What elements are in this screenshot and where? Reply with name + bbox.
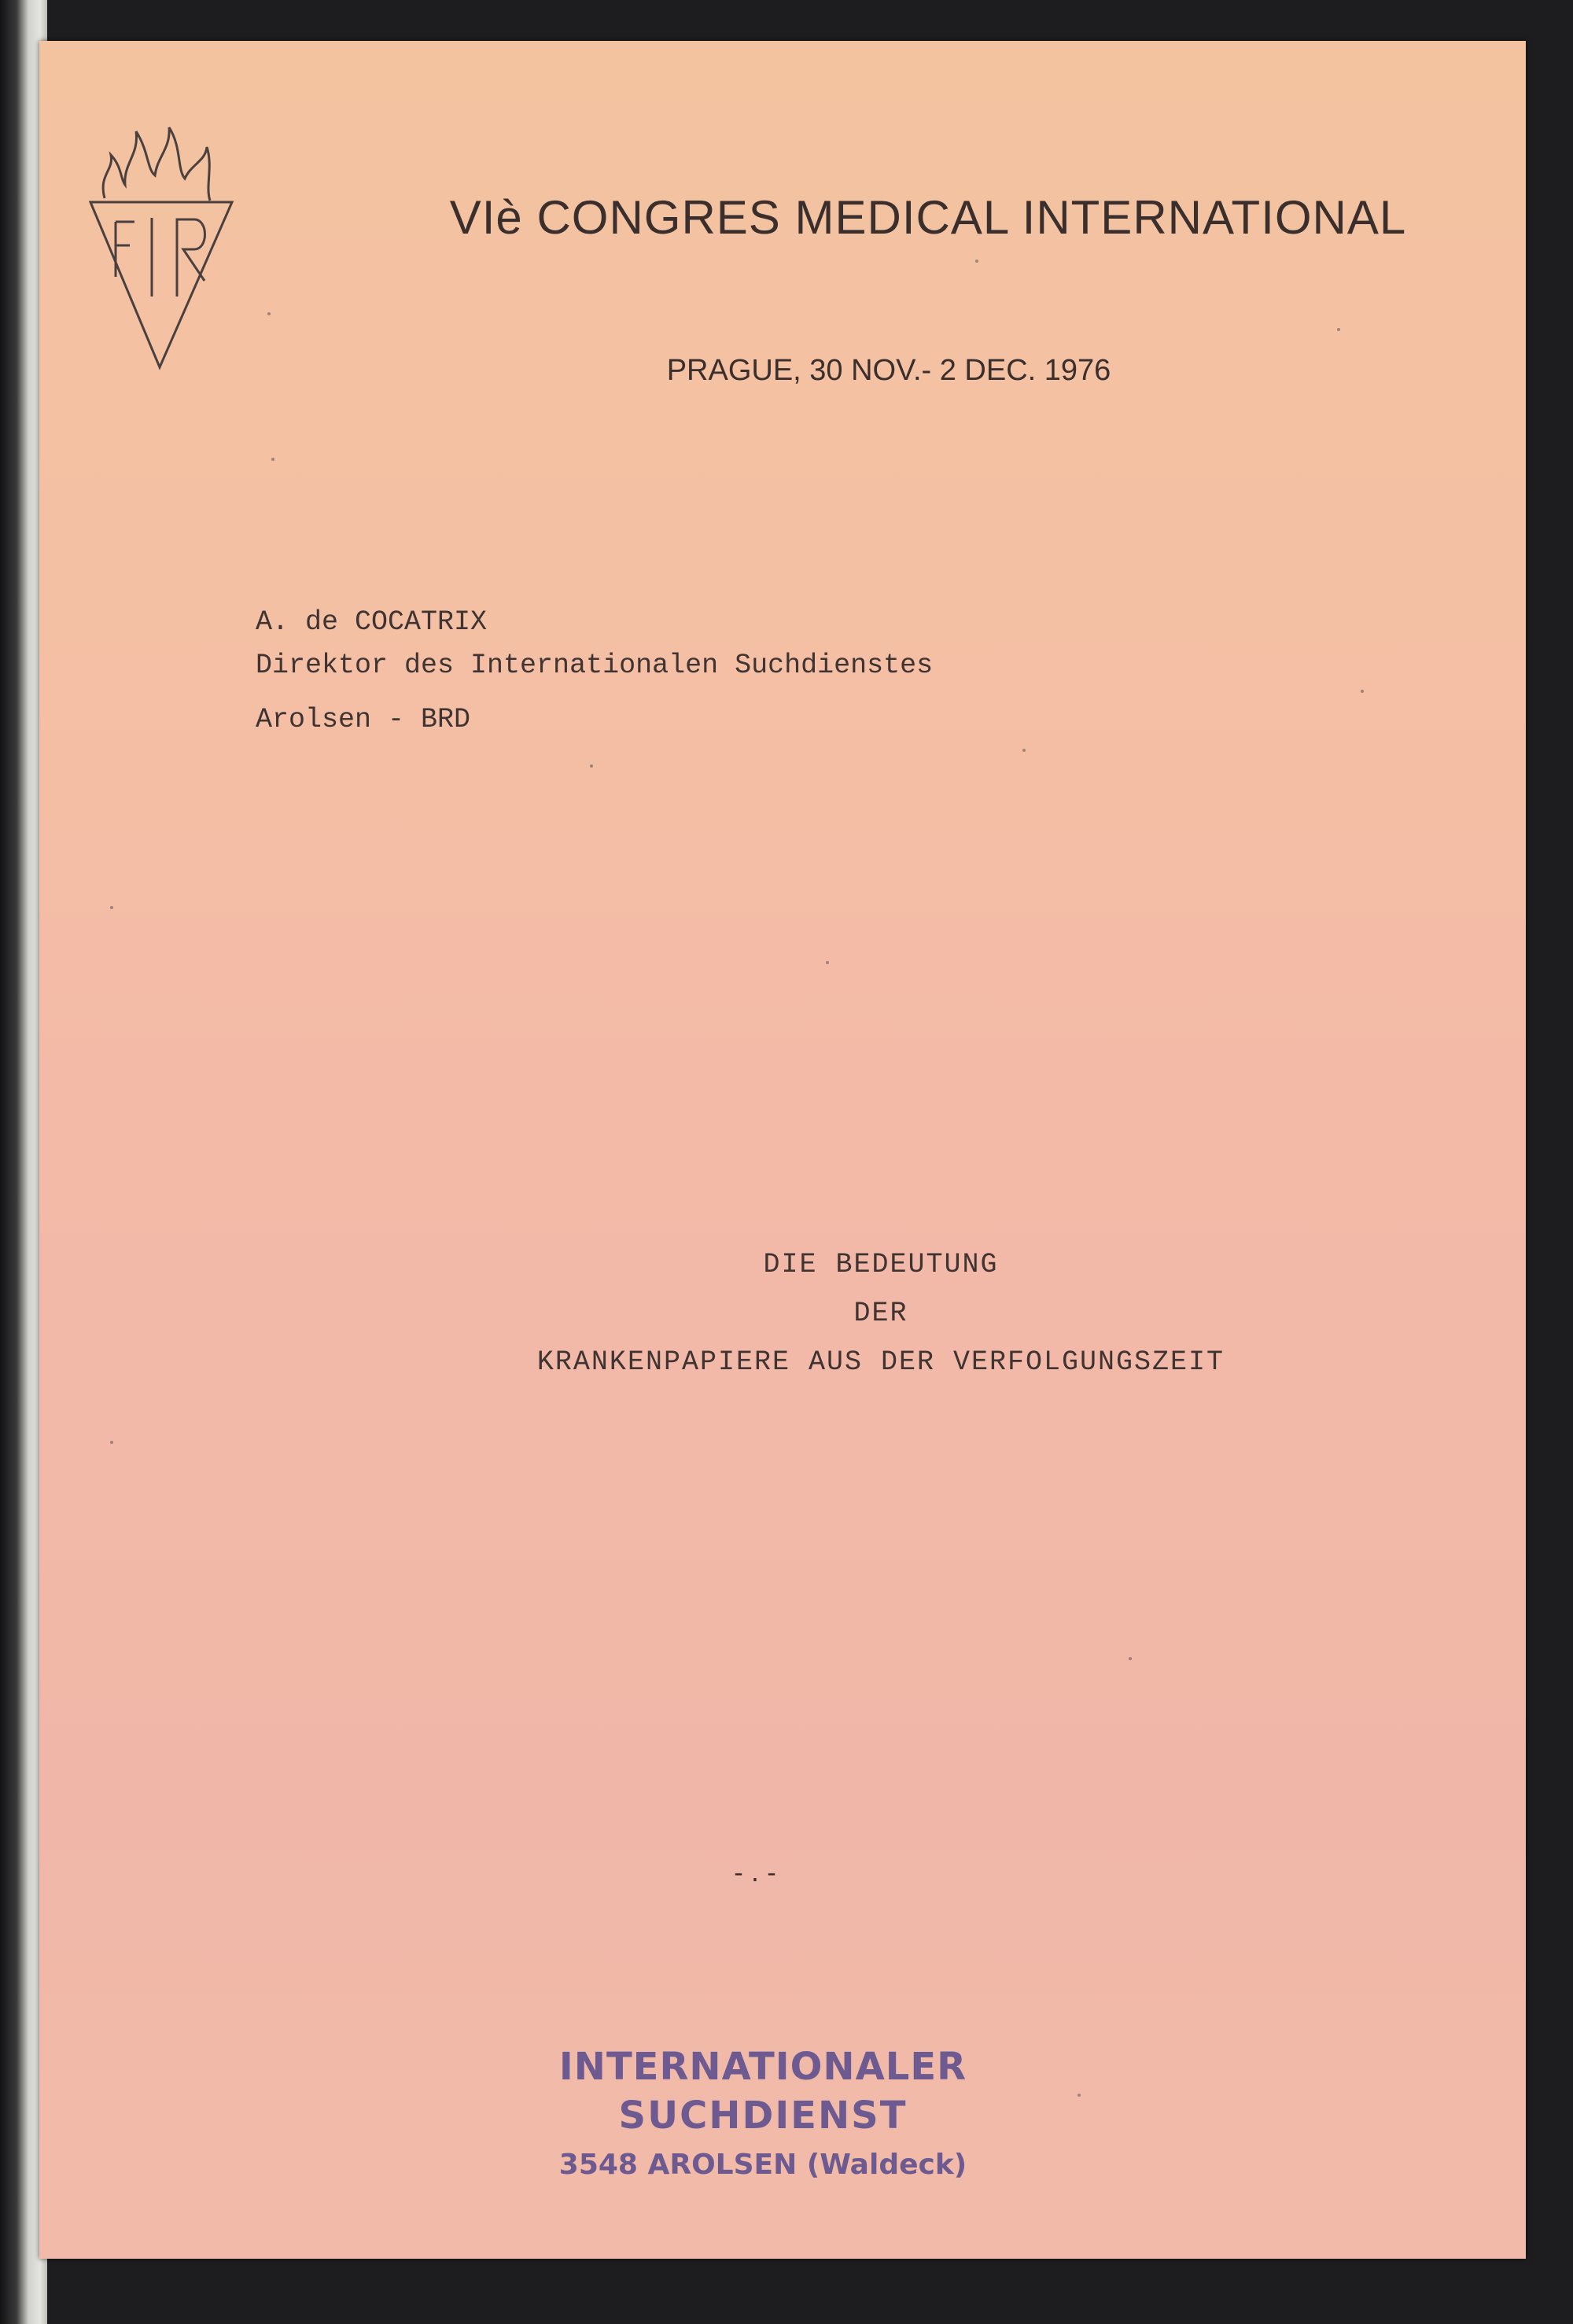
- paper-speck: [1022, 749, 1026, 752]
- title-line: DER: [853, 1298, 908, 1329]
- paper-speck: [110, 1441, 113, 1444]
- document-title: [315, 1240, 1447, 1387]
- paper-speck: [826, 961, 829, 964]
- title-line: KRANKENPAPIERE AUS DER VERFOLGUNGSZEIT: [536, 1346, 1225, 1378]
- its-stamp: [543, 2042, 983, 2190]
- author-name: A. de COCATRIX: [256, 606, 488, 638]
- paper-speck: [1129, 1657, 1132, 1660]
- paper-speck: [1078, 2094, 1081, 2097]
- paper-speck: [267, 312, 271, 315]
- paper-speck: [975, 260, 978, 263]
- separator-mark: - . -: [734, 1858, 776, 1888]
- paper-speck: [1337, 328, 1340, 331]
- paper-speck: [590, 764, 593, 768]
- fir-flame-emblem-icon: [67, 100, 248, 375]
- paper-speck: [1361, 690, 1364, 693]
- stamp-line-3: 3548 AROLSEN (Waldeck): [558, 2149, 967, 2181]
- document-page: [39, 41, 1526, 2259]
- congress-date: PRAGUE, 30 NOV.- 2 DEC. 1976: [666, 354, 1111, 387]
- author-position: Direktor des Internationalen Suchdienstes: [256, 650, 934, 681]
- paper-speck: [110, 906, 113, 909]
- author-location: Arolsen - BRD: [256, 704, 471, 735]
- stamp-line-1: INTERNATIONALER: [558, 2045, 967, 2089]
- title-line: DIE BEDEUTUNG: [763, 1249, 999, 1280]
- author-block: [256, 601, 933, 742]
- stamp-line-2: SUCHDIENST: [618, 2094, 908, 2138]
- congress-title: VIè CONGRES MEDICAL INTERNATIONAL: [449, 191, 1407, 244]
- paper-speck: [271, 458, 274, 461]
